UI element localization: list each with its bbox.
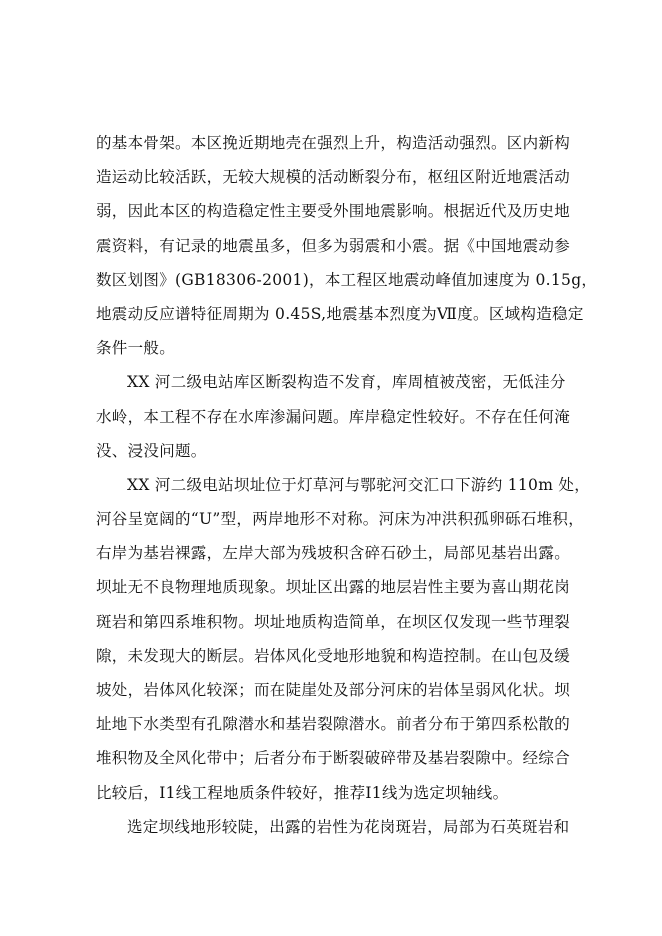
text-line: 河谷呈宽阔的“U”型，两岸地形不对称。河床为冲洪积孤卵砾石堆积， bbox=[96, 510, 585, 529]
paragraph-first-line: 选定坝线地形较陡，出露的岩性为花岗斑岩，局部为石英斑岩和 bbox=[127, 817, 570, 836]
text-line: 造运动比较活跃，无较大规模的活动断裂分布，枢纽区附近地震活动 bbox=[96, 168, 571, 187]
text-line: 斑岩和第四系堆积物。坝址地质构造简单，在坝区仅发现一些节理裂 bbox=[96, 612, 571, 631]
paragraph-first-line: XX 河二级电站库区断裂构造不发育，库周植被茂密，无低洼分 bbox=[127, 373, 566, 392]
text-line: 右岸为基岩裸露，左岸大部为残坡积含碎石砂土，局部见基岩出露。 bbox=[96, 544, 571, 563]
text-line: 水岭，本工程不存在水库渗漏问题。库岸稳定性较好。不存在任何淹 bbox=[96, 407, 571, 426]
text-line: 没、浸没问题。 bbox=[96, 441, 207, 460]
text-line: 地震动反应谱特征周期为 0.45S,地震基本烈度为Ⅶ度。区域构造稳定 bbox=[96, 304, 584, 323]
paragraph-first-line: XX 河二级电站坝址位于灯草河与鄂驼河交汇口下游约 110m 处， bbox=[127, 475, 591, 494]
text-line: 的基本骨架。本区挽近期地壳在强烈上升，构造活动强烈。区内新构 bbox=[96, 134, 571, 152]
text-line: 比较后，Ⅰ1线工程地质条件较好，推荐Ⅰ1线为选定坝轴线。 bbox=[96, 783, 509, 802]
body-text bbox=[96, 126, 598, 844]
text-line: 数区划图》(GB18306-2001)，本工程区地震动峰值加速度为 0.15g， bbox=[96, 270, 598, 289]
text-line: 震资料，有记录的地震虽多，但多为弱震和小震。据《中国地震动参 bbox=[96, 236, 571, 255]
text-line: 坝址无不良物理地质现象。坝址区出露的地层岩性主要为喜山期花岗 bbox=[96, 578, 571, 597]
text-line: 条件一般。 bbox=[96, 339, 176, 358]
text-line: 址地下水类型有孔隙潜水和基岩裂隙潜水。前者分布于第四系松散的 bbox=[96, 715, 571, 734]
text-line: 堆积物及全风化带中；后者分布于断裂破碎带及基岩裂隙中。经综合 bbox=[96, 749, 571, 768]
text-line: 弱，因此本区的构造稳定性主要受外围地震影响。根据近代及历史地 bbox=[96, 202, 571, 221]
text-line: 隙，未发现大的断层。岩体风化受地形地貌和构造控制。在山包及缓 bbox=[96, 646, 571, 665]
text-line: 坡处，岩体风化较深；而在陡崖处及部分河床的岩体呈弱风化状。坝 bbox=[96, 681, 571, 699]
